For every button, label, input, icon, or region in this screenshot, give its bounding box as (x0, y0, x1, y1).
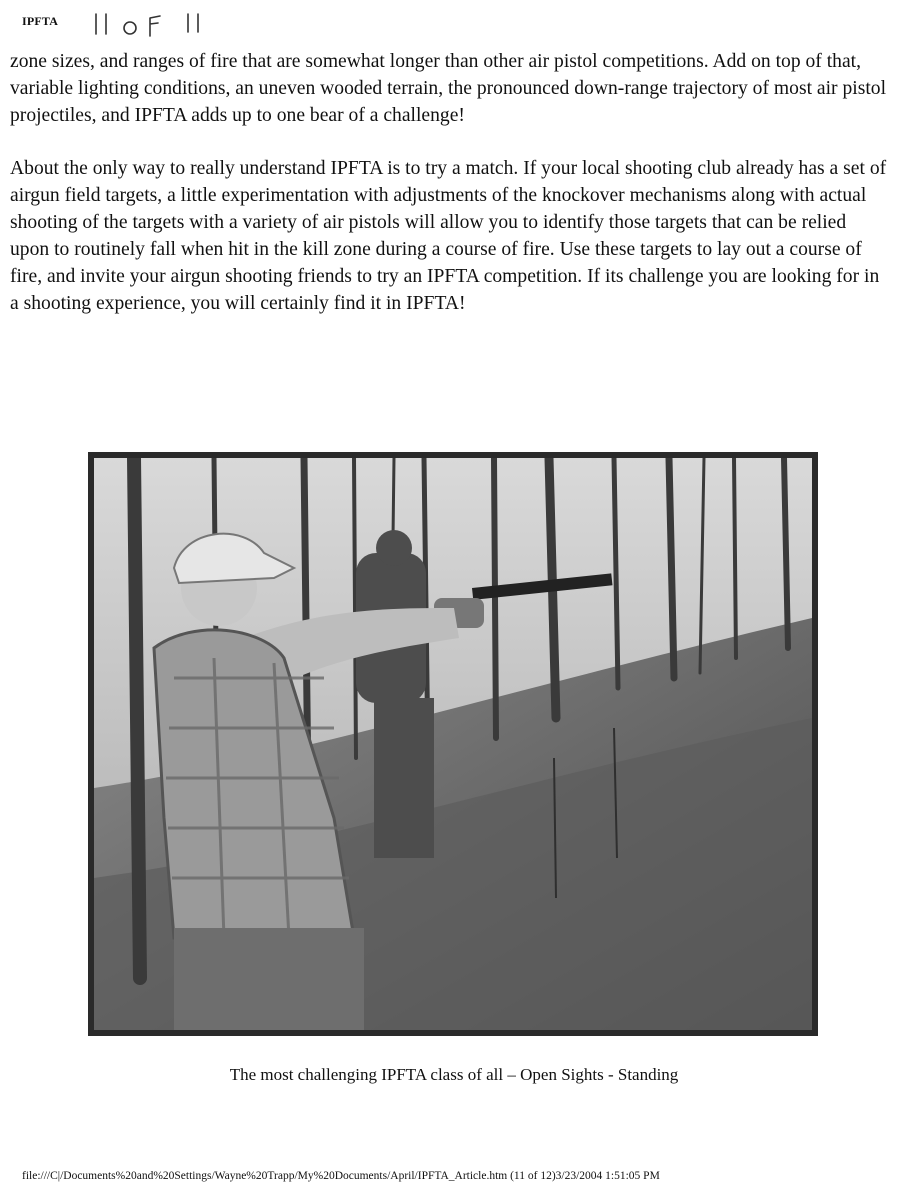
page-footer-url: file:///C|/Documents%20and%20Settings/Wayne%20Trapp/My%20Documents/April/IPFTA_Article.htm (11 of 12)3/23/2004 1:51:05 PM (22, 1170, 660, 1182)
body-paragraph-1: zone sizes, and ranges of fire that are somewhat longer than other air pistol competitions. Add on top of that, variable lighting conditions, an uneven wooded terrain, the pronounced down-range trajectory of most air pistol projectiles, and IPFTA adds up to one bear of a challenge! (10, 51, 887, 126)
shooter-photo (88, 452, 818, 1036)
handwritten-page-note (92, 8, 222, 38)
shooter-photo-image (94, 458, 812, 1030)
body-paragraph-2: About the only way to really understand IPFTA is to try a match. If your local shooting club already has a set of airgun field targets, a little experimentation with adjustments of the knockover mechanisms along with actual shooting of the targets with a variety of air pistols will allow you to identify those targets that can be relied upon to routinely fall when hit in the kill zone during a course of fire. Use these targets to lay out a course of fire, and invite your airgun shooting friends to try an IPFTA competition. If its challenge you are looking for in a shooting experience, you will certainly find it in IPFTA! (10, 158, 887, 314)
photo-caption: The most challenging IPFTA class of all – Open Sights - Standing (229, 1065, 679, 1084)
page-header-label: IPFTA (22, 14, 59, 28)
